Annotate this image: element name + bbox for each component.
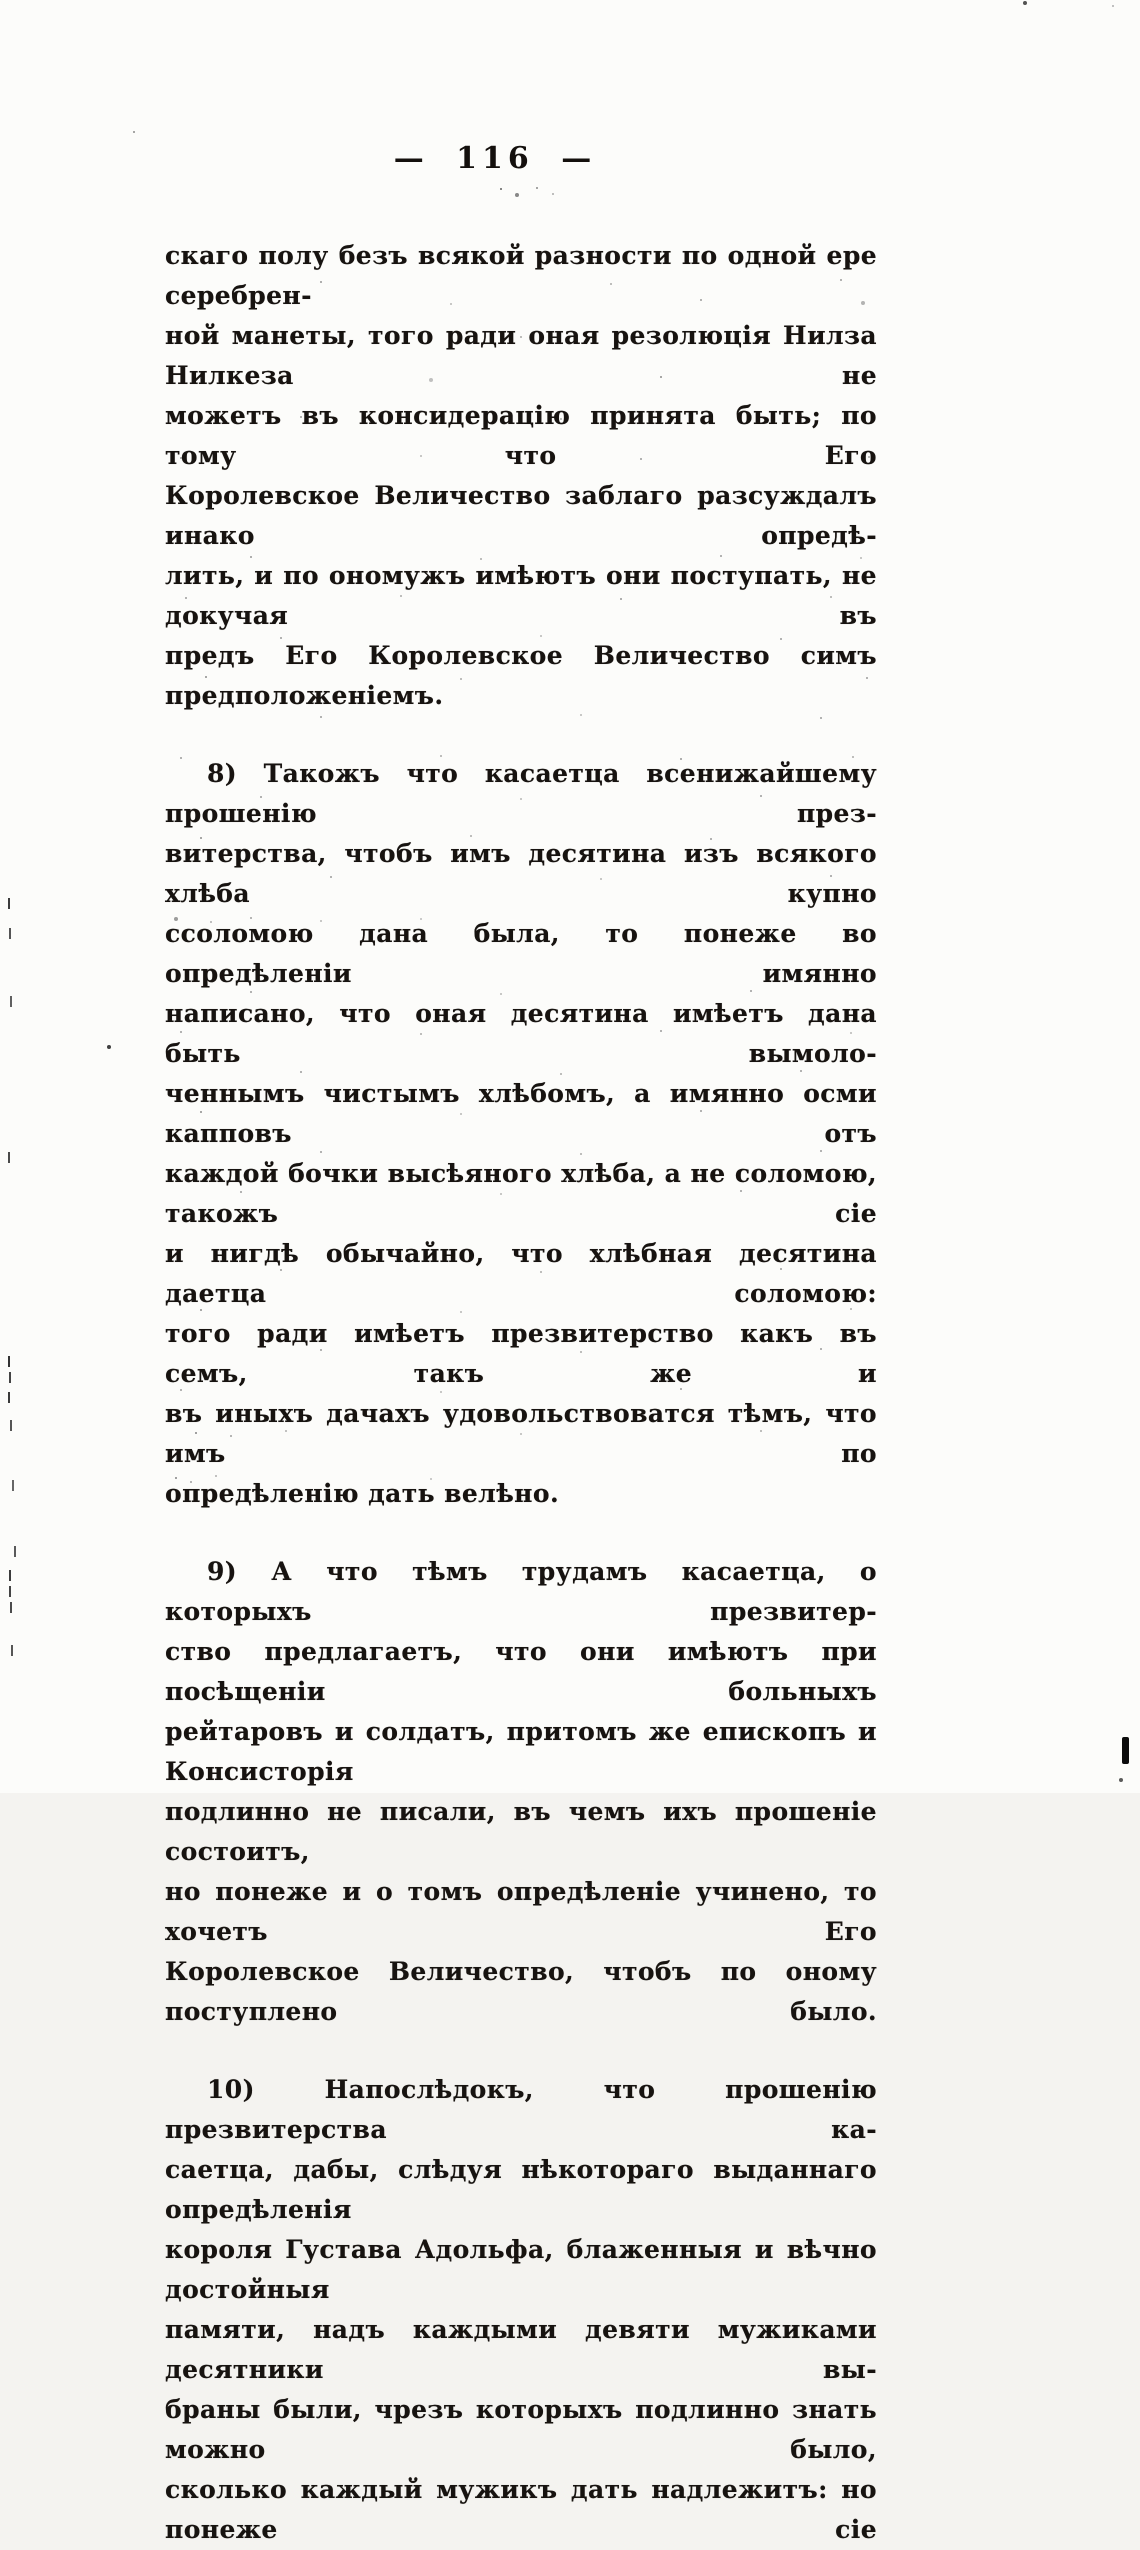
paragraph <box>165 236 877 716</box>
text-line: лить, и по ономужъ имѣютъ они поступать, не докучая въ <box>165 561 877 630</box>
text-block <box>165 236 877 2550</box>
text-line: предъ Его Королевское Величество симъ предположеніемъ. <box>165 641 877 710</box>
text-line: 9) А что тѣмъ трудамъ касаетца, о которыхъ презвитер- <box>165 1557 877 1626</box>
paragraph <box>165 1552 877 2032</box>
text-line: 8) Такожъ что касаетца всенижайшему прошенію през- <box>165 759 877 828</box>
text-line: браны были, чрезъ которыхъ подлинно знать можно было, <box>165 2395 877 2464</box>
text-line: опредѣленію дать велѣно. <box>165 1479 560 1508</box>
text-line: ной манеты, того ради оная резолюція Нилза Нилкеза не <box>165 321 877 390</box>
paragraph <box>165 2070 877 2550</box>
text-line: витерства, чтобъ имъ десятина изъ всякого хлѣба купно <box>165 839 877 908</box>
text-line: Королевское Величество, чтобъ по оному поступлено было. <box>165 1957 877 2026</box>
text-line: скаго полу безъ всякой разности по одной ере серебрен- <box>165 241 877 310</box>
text-line: того ради имѣетъ презвитерство какъ въ семъ, такъ же и <box>165 1319 877 1388</box>
left-margin-tick-marks <box>0 0 2 11</box>
text-line: рейтаровъ и солдатъ, притомъ же епископъ и Консисторія <box>165 1717 877 1786</box>
ink-smudge-mark <box>1122 1737 1129 1764</box>
text-line: и нигдѣ обычайно, что хлѣбная десятина даетца соломою: <box>165 1239 877 1308</box>
text-line: Королевское Величество заблаго разсуждалъ инако опредѣ- <box>165 481 877 550</box>
text-line: подлинно не писали, въ чемъ ихъ прошеніе состоитъ, <box>165 1797 877 1866</box>
text-line: въ иныхъ дачахъ удовольствоватся тѣмъ, что имъ по <box>165 1399 877 1468</box>
text-line: 10) Напослѣдокъ, что прошенію презвитерства ка- <box>165 2075 877 2144</box>
text-line: ство предлагаетъ, что они имѣютъ при посѣщеніи больныхъ <box>165 1637 877 1706</box>
text-line: каждой бочки высѣяного хлѣба, а не соломою, такожъ сіе <box>165 1159 877 1228</box>
text-line: саетца, дабы, слѣдуя нѣкотораго выданнаго опредѣленія <box>165 2155 877 2224</box>
text-line: но понеже и о томъ опредѣленіе учинено, то хочетъ Его <box>165 1877 877 1946</box>
page-number: — 116 — <box>393 141 597 176</box>
text-line: ссоломою дана была, то понеже во опредѣленіи имянно <box>165 919 877 988</box>
text-line: памяти, надъ каждыми девяти мужиками десятники вы- <box>165 2315 877 2384</box>
text-line: ченнымъ чистымъ хлѣбомъ, а имянно осми капповъ отъ <box>165 1079 877 1148</box>
text-line: написано, что оная десятина имѣетъ дана быть вымоло- <box>165 999 877 1068</box>
text-line: можетъ въ консидерацію принята быть; по тому что Его <box>165 401 877 470</box>
paragraph <box>165 754 877 1514</box>
text-line: короля Густава Адольфа, блаженныя и вѣчно достойныя <box>165 2235 877 2304</box>
text-line: сколько каждый мужикъ дать надлежитъ: но понеже сіе <box>165 2475 877 2544</box>
